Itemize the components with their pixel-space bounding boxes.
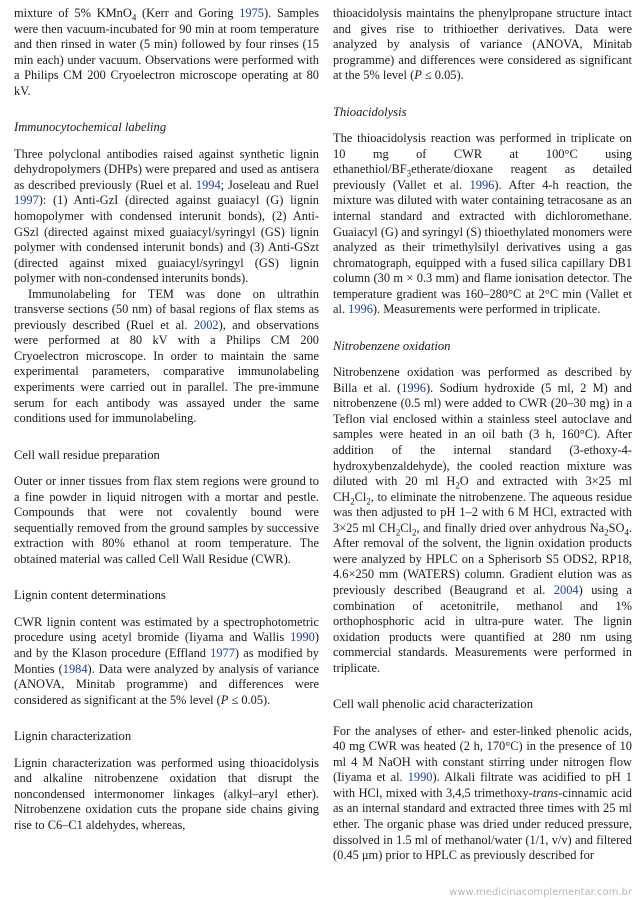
paragraph-right-intro: thioacidolysis maintains the phenylpropane structure intact and gives rise to trithioether derivatives. Data were analyzed by analysis of variance (ANOVA, Minitab programme) and differences were considered as significant at the 5% level (P ≤ 0.05). — [333, 6, 632, 83]
left-column — [14, 6, 319, 900]
heading-nitrobenzene-oxidation: Nitrobenzene oxidation — [333, 338, 451, 353]
heading-lignin-content: Lignin content determinations — [14, 588, 166, 603]
paragraph-nitrobenzene-oxidation: Nitrobenzene oxidation was performed as described by Billa et al. (1996). Sodium hydroxide (5 ml, 2 M) and nitrobenzene (0.5 ml) were added to CWR (20–30 mg) in a Teflon vial enclosed within a stainless steel autoclave and samples were heated in an oil bath (3 h, 160°C). After addition of the internal standard (3-ethoxy-4-hydroxybenzaldehyde), the cooled reaction mixture was diluted with 20 ml $H_2O$ and extracted with 3×25 ml $CH_2Cl_2$, to eliminate the nitrobenzene. The aqueous residue was then adjusted to pH 1–2 with 6 M HCl, extracted with 3×25 ml $CH_2Cl_2$, and finally dried over anhydrous $Na_2SO_4$. After removal of the solvent, the lignin oxidation products were analyzed by HPLC on a Spherisorb S5 ODS2, RP18, 4.6×250 mm (WATERS) column. Gradient elution was as previously described (Beaugrand et al. 2004) using a combination of acetonitrile, methanol and 1% orthophosphoric acid in ultra-pure water. The lignin oxidation products were quantified at 280 nm using commercial standards. Measurements were performed in triplicate. — [333, 365, 632, 675]
citation-year: 1990 — [407, 770, 433, 785]
citation-year: 1997 — [14, 193, 39, 208]
right-column — [333, 6, 632, 900]
citation-year: 1977 — [210, 646, 235, 660]
citation-year: 2004 — [553, 582, 579, 597]
citation-year: 2002 — [193, 317, 219, 332]
paragraph-thioacidolysis: The thioacidolysis reaction was performed in triplicate on 10 mg of CWR at 100°C using ethanethiol/$BF_3etherate$/dioxane reagent as detailed previously (Vallet et al. 1996). After 4-h reaction, the mixture was diluted with water containing tetracosane as an internal standard and extracted with dichloromethane. Guaiacyl (G) and syringyl (S) thioethylated monomers were analyzed as their trimethylsilyl derivatives using a gas chromatograph, equipped with a fused silica capillary DB1 column (30 m × 0.3 mm) and flame ionisation detector. The temperature gradient was 160–280°C at 2°C min (Vallet et al. 1996). Measurements were performed in triplicate. — [333, 131, 632, 317]
heading-thioacidolysis: Thioacidolysis — [333, 104, 407, 119]
citation-year: 1996 — [401, 380, 426, 395]
citation-year: 1990 — [290, 630, 315, 645]
paragraph-lignin-characterization: Lignin characterization was performed using thioacidolysis and alkaline nitrobenzene oxidation that disrupt the noncondensed intermonomer linkages (alkyl–aryl ether). Nitrobenzene oxidation cuts the propane side chains giving rise to C6–C1 aldehydes, whereas, — [14, 755, 319, 832]
paragraph-immuno-1: Three polyclonal antibodies raised against synthetic lignin dehydropolymers (DHPs) were prepared and used as antisera as described previously (Ruel et al. 1994; Joseleau and Ruel 1997): (1) Anti-GzI (directed against guaiacyl (G) lignin homopolymer with condensed interunit bonds), (2) Anti-GSzl (directed against mixed guaiacyl/syringyl (GS) lignin polymer with condensed interunit bonds) and (3) Anti-GSzt (directed against mixed guaiacyl/syringyl (GS) lignin polymer with non-condensed interunits bonds). — [14, 146, 319, 286]
paragraph-phenolic-acid: For the analyses of ether- and ester-linked phenolic acids, 40 mg CWR was heated (2 h, 170°C) in the presence of 10 ml 4 M NaOH with constant stirring under nitrogen flow (Iiyama et al. 1990). Alkali filtrate was acidified to pH 1 with HCl, mixed with 3,4,5 trimethoxy-trans-cinnamic acid as an internal standard and extracted three times with 25 ml ether. The organic phase was dried under reduced pressure, dissolved in 1.5 ml of methanol/water (1/1, v/v) and filtered (0.45 μm) prior to HPLC as previously described for — [333, 723, 632, 863]
paragraph-cell-wall-residue: Outer or inner tissues from flax stem regions were ground to a fine powder in liquid nitrogen with a mortar and pestle. Compounds that were not covalently bound were sequentially removed from the ground samples by successive extraction with 80% ethanol at room temperature. The obtained material was called Cell Wall Residue (CWR). — [14, 474, 319, 566]
watermark-text: www.medicinacomplementar.com.br — [449, 887, 632, 898]
heading-cell-wall-residue: Cell wall residue preparation — [14, 447, 160, 462]
citation-year: 1984 — [62, 661, 88, 676]
heading-phenolic-acid: Cell wall phenolic acid characterization — [333, 697, 534, 712]
paragraph-left-intro: mixture of 5% KMnO$_4$ (Kerr and Goring 1975). Samples were then vacuum-incubated for 90 min at room temperature and then rinsed in water (5 min) followed by four rinses (15 min each) under vacuum. Observations were performed with a Philips CM 200 Cryoelectron microscope operating at 80 kV. — [14, 6, 319, 98]
citation-year: 1975 — [239, 6, 264, 20]
citation-year: 1996 — [469, 177, 495, 192]
citation-year: 1994 — [195, 177, 221, 192]
heading-immunocytochemical-labeling: Immunocytochemical labeling — [14, 120, 167, 135]
heading-lignin-characterization: Lignin characterization — [14, 729, 132, 744]
paragraph-lignin-content: CWR lignin content was estimated by a spectrophotometric procedure using acetyl bromide (Iiyama and Wallis 1990) and by the Klason procedure (Effland 1977) as modified by Monties (1984). Data were analyzed by analysis of variance (ANOVA, Minitab programme) and differences were considered as significant at the 5% level (P ≤ 0.05). — [14, 614, 319, 707]
citation-year: 1996 — [348, 302, 373, 317]
paragraph-immuno-2: Immunolabeling for TEM was done on ultrathin transverse sections (50 nm) of basal regions of flax stems as previously described (Ruel et al. 2002), and observations were performed at 80 kV with a Philips CM 200 Cryoelectron microscope. In order to maintain the same experimental parameters, comparative immunolabeling experiments were carried out in parallel. The pre-immune serum for each antibody was assayed under the same conditions used for immunolabeling. — [14, 286, 319, 426]
